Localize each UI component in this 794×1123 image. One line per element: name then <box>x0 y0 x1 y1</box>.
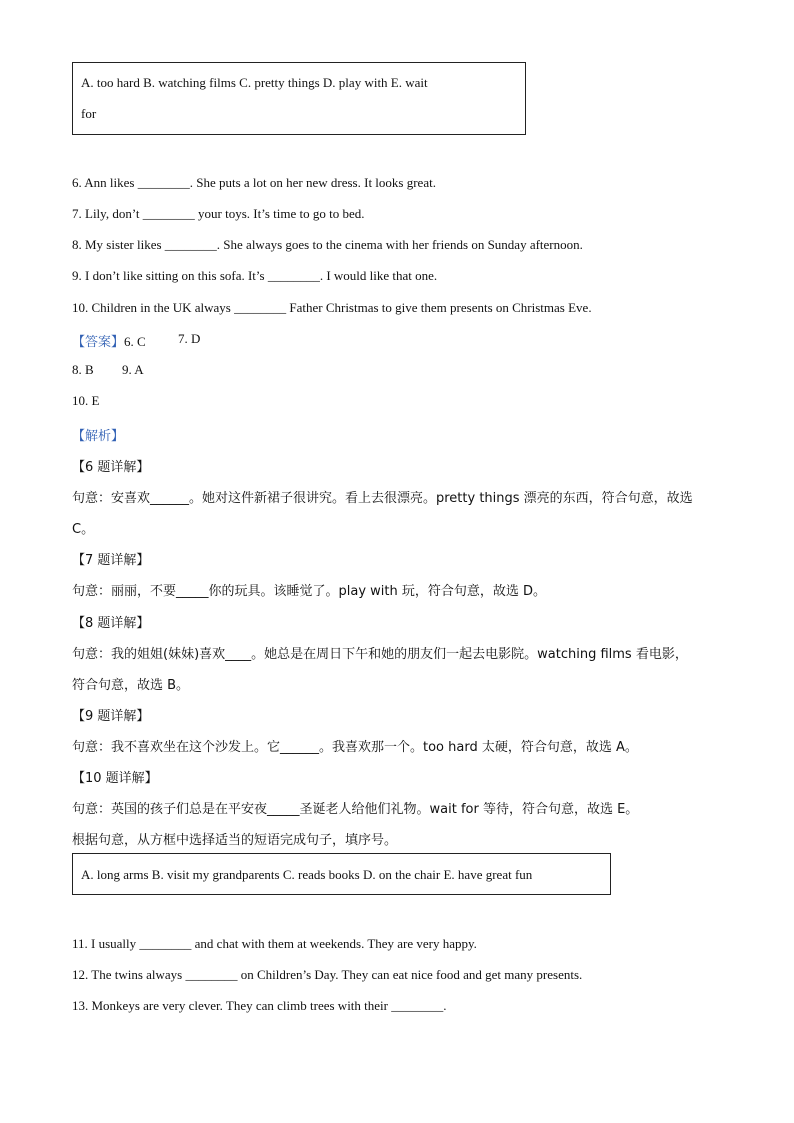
q7-detail-text: 句意：丽丽，不要_____你的玩具。该睡觉了。play with 玩，符合句意，故选 D。 <box>72 584 547 599</box>
answer-9: 9. A <box>122 362 144 377</box>
question-8: 8. My sister likes ________. She always goes to the cinema with her friends on Sunday afternoon. <box>72 237 583 252</box>
answer-6: 6. C <box>124 334 146 349</box>
q6-detail-text: 句意：安喜欢______。她对这件新裙子很讲究。看上去很漂亮。pretty things 漂亮的东西，符合句意，故选 <box>72 491 693 506</box>
q8-detail-text: 句意：我的姐姐(妹妹)喜欢____。她总是在周日下午和她的朋友们一起去电影院。watching films 看电影， <box>72 647 688 662</box>
q6-detail-title: 【6 题详解】 <box>72 460 150 475</box>
answer-7: 7. D <box>178 331 201 346</box>
section-instruction: 根据句意，从方框中选择适当的短语完成句子，填序号。 <box>72 833 398 848</box>
q9-detail-text: 句意：我不喜欢坐在这个沙发上。它______。我喜欢那一个。too hard 太硬，符合句意，故选 A。 <box>72 740 638 755</box>
word-box-2 <box>72 853 611 895</box>
question-7: 7. Lily, don’t ________ your toys. It’s time to go to bed. <box>72 206 365 221</box>
answer-line-1 <box>72 331 146 350</box>
question-12: 12. The twins always ________ on Children’s Day. They can eat nice food and get many presents. <box>72 967 583 982</box>
q7-detail-title: 【7 题详解】 <box>72 553 150 568</box>
question-11: 11. I usually ________ and chat with them at weekends. They are very happy. <box>72 936 477 951</box>
question-10: 10. Children in the UK always ________ Father Christmas to give them presents on Christmas Eve. <box>72 300 592 315</box>
word-box-1 <box>72 62 526 135</box>
word-box-2-options: A. long arms B. visit my grandparents C. reads books D. on the chair E. have great fun <box>81 867 533 882</box>
question-6: 6. Ann likes ________. She puts a lot on her new dress. It looks great. <box>72 175 436 190</box>
question-9: 9. I don’t like sitting on this sofa. It’s ________. I would like that one. <box>72 268 438 283</box>
analysis-label: 【解析】 <box>72 429 125 444</box>
q8-detail-text-continued: 符合句意，故选 B。 <box>72 678 190 693</box>
question-13: 13. Monkeys are very clever. They can climb trees with their ________. <box>72 998 447 1013</box>
q9-detail-title: 【9 题详解】 <box>72 709 150 724</box>
answer-8: 8. B <box>72 362 94 377</box>
q10-detail-title: 【10 题详解】 <box>72 771 158 786</box>
q8-detail-title: 【8 题详解】 <box>72 616 150 631</box>
word-box-1-options: A. too hard B. watching films C. pretty things D. play with E. wait <box>81 75 428 90</box>
q10-detail-text: 句意：英国的孩子们总是在平安夜_____圣诞老人给他们礼物。wait for 等待，符合句意，故选 E。 <box>72 802 639 817</box>
answer-label: 【答案】 <box>72 335 125 350</box>
word-box-1-options-continued: for <box>81 106 97 121</box>
answer-10: 10. E <box>72 393 100 408</box>
q6-detail-text-continued: C。 <box>72 522 95 537</box>
